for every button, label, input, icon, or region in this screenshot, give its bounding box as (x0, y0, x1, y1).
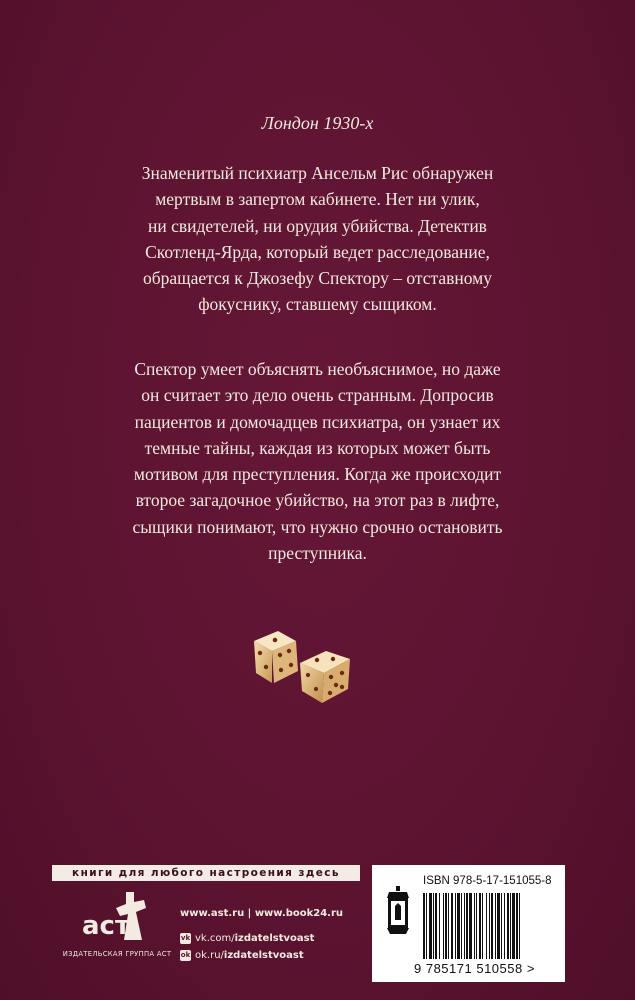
ok-prefix: ok.ru/ (195, 950, 224, 961)
text-line: сыщики понимают, что нужно срочно остановить (132, 516, 503, 537)
dice-icon (248, 627, 358, 705)
text-line: обращается к Джозефу Спектору – отставному (142, 268, 493, 289)
tagline: книги для любого настроения здесь (52, 865, 360, 881)
text-line: темные тайны, каждая из которых может быть (144, 437, 491, 458)
barcode-bar (482, 893, 483, 959)
isbn: ISBN 978-5-17-151055-8 (423, 875, 552, 887)
vk-handle: izdatelstvoast (234, 933, 315, 944)
barcode-bar (435, 893, 437, 959)
vk-icon: vk (180, 934, 191, 942)
subtitle: Лондон 1930-х (261, 113, 374, 133)
paragraph-2 (85, 356, 550, 566)
text-line: мотивом для преступления. Когда же происходит (133, 464, 502, 485)
text-line: пациентов и домочадцев психиатра, он узнает их (134, 411, 501, 432)
barcode-bar (445, 893, 447, 959)
barcode-bar (439, 893, 440, 959)
barcode-bar (448, 893, 449, 959)
barcode (423, 893, 556, 959)
publisher-name: ИЗДАТЕЛЬСКАЯ ГРУППА АСТ (62, 950, 172, 958)
barcode-bar (426, 893, 427, 959)
barcode-bar (507, 893, 509, 959)
barcode-bar (433, 893, 434, 959)
barcode-bar (501, 893, 502, 959)
barcode-bar (491, 893, 493, 959)
barcode-bar (464, 893, 465, 959)
barcode-bar (516, 893, 518, 959)
logo-text: аст (82, 911, 131, 941)
barcode-bar (489, 893, 490, 959)
barcode-bar (495, 893, 496, 959)
vk-link[interactable] (180, 933, 314, 944)
text-line: Скотленд-Ярда, который ведет расследование, (145, 241, 490, 262)
paragraph-1 (85, 160, 550, 318)
barcode-bar (474, 893, 475, 959)
text-line: преступника. (268, 543, 367, 564)
barcode-bar (423, 893, 425, 959)
barcode-bar (455, 893, 456, 959)
barcode-bar (469, 893, 472, 959)
ok-icon: ok (180, 951, 191, 959)
barcode-bar (461, 893, 462, 959)
barcode-bar (479, 893, 481, 959)
ok-link[interactable] (180, 950, 304, 961)
barcode-bar (466, 893, 468, 959)
barcode-bar (429, 893, 432, 959)
barcode-bar (519, 893, 520, 959)
barcode-bar (486, 893, 487, 959)
lamp-icon (385, 886, 411, 938)
barcode-digits: 9 785171 510558 > (414, 961, 535, 976)
text-line: мертвым в запертом кабинете. Нет ни улик, (155, 189, 480, 210)
barcode-bar (451, 893, 453, 959)
barcode-bar (457, 893, 460, 959)
vk-prefix: vk.com/ (195, 933, 235, 944)
barcode-bar (476, 893, 477, 959)
barcode-bar (512, 893, 515, 959)
text-line: ни свидетелей, ни орудия убийства. Детектив (148, 215, 487, 236)
barcode-bar (497, 893, 500, 959)
text-line: Знаменитый психиатр Ансельм Рис обнаружен (141, 163, 494, 183)
publisher-logo (80, 890, 152, 944)
ok-handle: izdatelstvoast (223, 950, 304, 961)
text-line: второе загадочное убийство, на этот раз в лифте, (135, 490, 500, 511)
text-line: он считает это дело очень странным. Допросив (141, 385, 494, 406)
barcode-bar (504, 893, 505, 959)
text-line: Спектор умеет объяснять необъяснимое, но даже (134, 359, 501, 379)
website-links[interactable]: www.ast.ru | www.book24.ru (180, 908, 344, 919)
text-line: фокуснику, ставшему сыщиком. (198, 294, 437, 315)
barcode-bar (443, 893, 444, 959)
barcode-bar (510, 893, 511, 959)
